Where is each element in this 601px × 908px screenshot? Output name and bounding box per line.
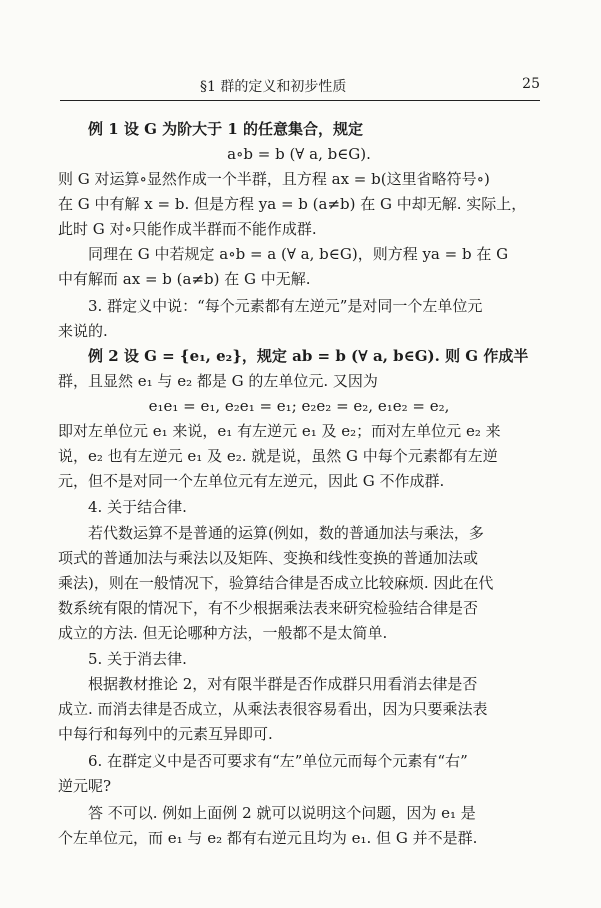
item-4-line-5: 成立的方法. 但无论哪种方法，一般都不是太简单.	[58, 624, 388, 642]
example-1-formula: a∘b = b (∀ a, b∈G).	[227, 145, 371, 163]
item-4-title: 4. 关于结合律.	[88, 498, 187, 516]
example-2-line-5: 元，但不是对同一个左单位元有左逆元，因此 G 不作成群.	[58, 472, 445, 490]
item-4-line-4: 数系统有限的情况下，有不少根据乘法表来研究检验结合律是否	[58, 599, 479, 617]
header-rule	[60, 100, 540, 101]
item-3-line-2: 来说的.	[58, 322, 108, 340]
item-5-line-3: 中每行和每列中的元素互异即可.	[58, 725, 273, 743]
example-1-line-3: 在 G 中有解 x = b. 但是方程 ya = b (a≠b) 在 G 中却无解. 实际上，	[58, 195, 527, 213]
paragraph-2-line-2: 中有解而 ax = b (a≠b) 在 G 中无解.	[58, 270, 311, 288]
answer-line-1: 答 不可以. 例如上面例 2 就可以说明这个问题，因为 e₁ 是	[88, 804, 476, 822]
section-title: §1 群的定义和初步性质	[200, 79, 347, 95]
example-2-line-1: 例 2 设 G = {e₁, e₂}，规定 ab = b (∀ a, b∈G). 则 G 作成半	[88, 347, 529, 365]
item-6-line-1: 6. 在群定义中是否可要求有“左”单位元而每个元素有“右”	[88, 752, 468, 770]
example-1-line-4: 此时 G 对∘只能作成半群而不能作成群.	[58, 220, 317, 238]
running-header	[60, 76, 540, 100]
item-4-line-1: 若代数运算不是普通的运算(例如，数的普通加法与乘法，多	[88, 524, 484, 542]
item-3-line-1: 3. 群定义中说：“每个元素都有左逆元”是对同一个左单位元	[88, 297, 483, 315]
item-6-line-2: 逆元呢?	[58, 777, 112, 795]
example-2-formula: e₁e₁ = e₁, e₂e₁ = e₁; e₂e₂ = e₂, e₁e₂ = e₂,	[148, 397, 450, 415]
item-4-line-2: 项式的普通加法与乘法以及矩阵、变换和线性变换的普通加法或	[58, 549, 479, 567]
item-4-line-3: 乘法)，则在一般情况下，验算结合律是否成立比较麻烦. 因此在代	[58, 574, 494, 592]
example-2-line-3: 即对左单位元 e₁ 来说，e₁ 有左逆元 e₁ 及 e₂；而对左单位元 e₂ 来	[58, 422, 501, 440]
page-number: 25	[522, 76, 540, 92]
item-5-title: 5. 关于消去律.	[88, 650, 187, 668]
example-1-line-1: 例 1 设 G 为阶大于 1 的任意集合，规定	[88, 120, 364, 138]
example-1-line-2: 则 G 对运算∘显然作成一个半群，且方程 ax = b(这里省略符号∘)	[58, 170, 490, 188]
item-5-line-1: 根据教材推论 2，对有限半群是否作成群只用看消去律是否	[88, 675, 478, 693]
paragraph-2-line-1: 同理在 G 中若规定 a∘b = a (∀ a, b∈G)，则方程 ya = b 在 G	[88, 245, 509, 263]
example-2-line-2: 群，且显然 e₁ 与 e₂ 都是 G 的左单位元. 又因为	[58, 372, 378, 390]
item-5-line-2: 成立. 而消去律是否成立，从乘法表很容易看出，因为只要乘法表	[58, 700, 488, 718]
answer-line-2: 个左单位元，而 e₁ 与 e₂ 都有右逆元且均为 e₁. 但 G 并不是群.	[58, 829, 478, 847]
example-2-line-4: 说，e₂ 也有左逆元 e₁ 及 e₂. 就是说，虽然 G 中每个元素都有左逆	[58, 447, 498, 465]
